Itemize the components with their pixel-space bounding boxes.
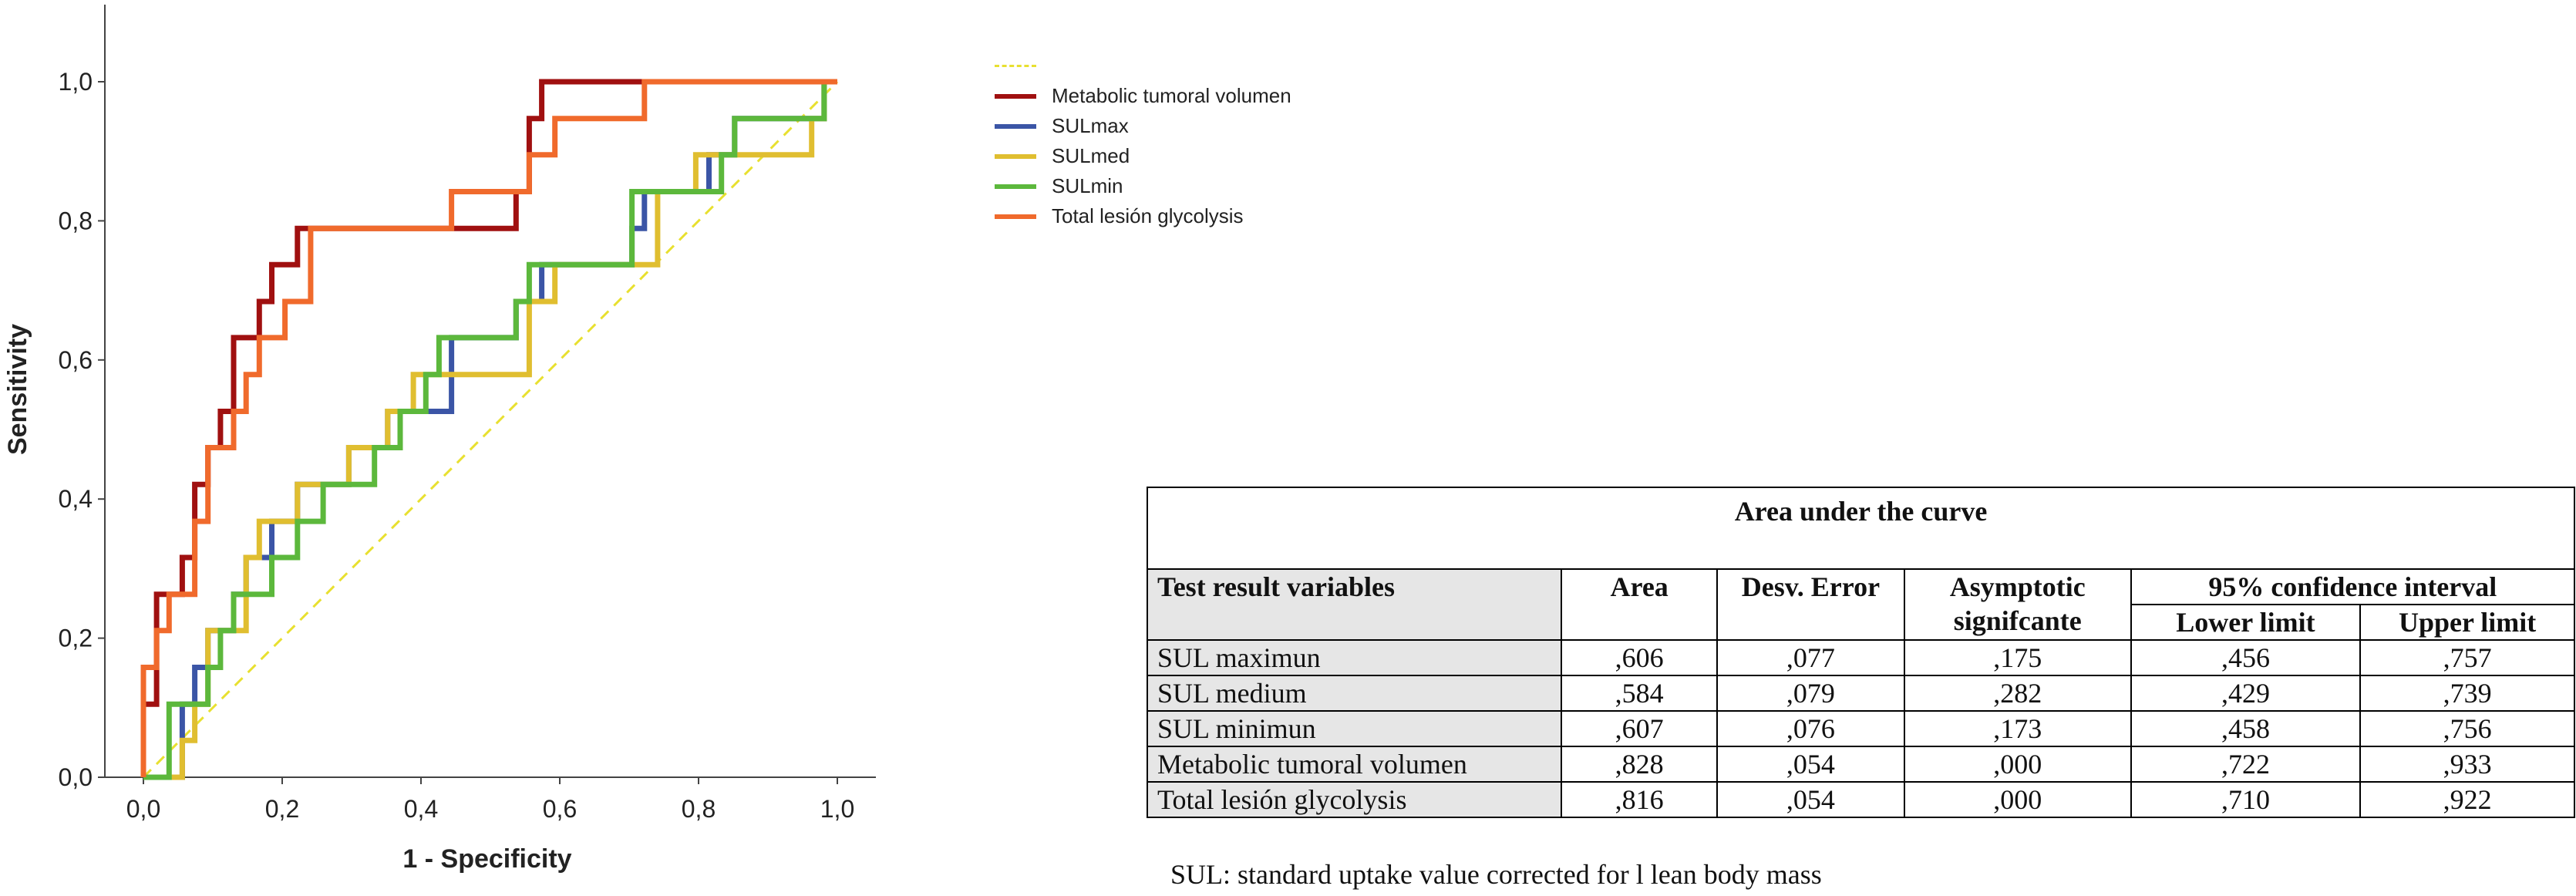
- legend-item-sulmed: [995, 141, 1291, 171]
- cell-area: ,606: [1561, 640, 1717, 675]
- legend-label-mtv: Metabolic tumoral volumen: [1052, 84, 1291, 107]
- x-axis-label: 1 - Specificity: [402, 844, 572, 874]
- cell-area: ,828: [1561, 746, 1717, 782]
- legend-label-tlg: Total lesión glycolysis: [1052, 204, 1244, 227]
- legend-swatch-sulmax: [995, 124, 1036, 129]
- cell-sig: ,000: [1904, 782, 2131, 817]
- chart-legend: [995, 51, 1291, 231]
- row-label: Total lesión glycolysis: [1147, 782, 1561, 817]
- x-tick-label: 0,0: [126, 795, 161, 823]
- table-header-row: [1147, 569, 2574, 605]
- table-caption: Area under the curve: [1147, 487, 2574, 569]
- y-tick-label: 0,2: [58, 624, 93, 652]
- cell-lower: ,710: [2131, 782, 2361, 817]
- header-variable: Test result variables: [1147, 569, 1561, 640]
- cell-lower: ,458: [2131, 711, 2361, 746]
- header-error: Desv. Error: [1717, 569, 1904, 640]
- header-lower: Lower limit: [2131, 605, 2361, 640]
- table-row: [1147, 782, 2574, 817]
- legend-label-sulmax: SULmax: [1052, 114, 1129, 137]
- cell-lower: ,429: [2131, 675, 2361, 711]
- cell-upper: ,933: [2360, 746, 2574, 782]
- cell-error: ,077: [1717, 640, 1904, 675]
- cell-area: ,607: [1561, 711, 1717, 746]
- legend-item-sulmin: [995, 171, 1291, 201]
- header-area: Area: [1561, 569, 1717, 640]
- table-caption-row: [1147, 487, 2574, 569]
- cell-lower: ,722: [2131, 746, 2361, 782]
- x-tick-label: 0,4: [403, 795, 439, 823]
- row-label: SUL medium: [1147, 675, 1561, 711]
- legend-swatch-mtv: [995, 94, 1036, 99]
- legend-swatch-sulmin: [995, 184, 1036, 189]
- x-tick-label: 0,6: [542, 795, 577, 823]
- cell-upper: ,922: [2360, 782, 2574, 817]
- y-tick-label: 0,6: [58, 345, 93, 374]
- series-lines: [143, 82, 837, 777]
- x-tick-label: 1,0: [820, 795, 855, 823]
- table-row: [1147, 675, 2574, 711]
- y-axis-label: Sensitivity: [3, 323, 32, 456]
- table-row: [1147, 640, 2574, 675]
- roc-chart: [0, 0, 956, 896]
- legend-item-mtv: [995, 81, 1291, 111]
- y-tick-label: 0,4: [58, 485, 93, 514]
- cell-error: ,076: [1717, 711, 1904, 746]
- legend-swatch-reference: [995, 65, 1036, 67]
- table-footnote: SUL: standard uptake value corrected for l lean body mass: [1170, 859, 1822, 890]
- legend-item-reference: [995, 51, 1291, 81]
- cell-area: ,584: [1561, 675, 1717, 711]
- row-label: SUL minimun: [1147, 711, 1561, 746]
- auc-table: [1147, 487, 2575, 818]
- cell-sig: ,282: [1904, 675, 2131, 711]
- header-ci: 95% confidence interval: [2131, 569, 2574, 605]
- legend-item-sulmax: [995, 111, 1291, 141]
- cell-lower: ,456: [2131, 640, 2361, 675]
- cell-sig: ,000: [1904, 746, 2131, 782]
- cell-error: ,079: [1717, 675, 1904, 711]
- cell-upper: ,756: [2360, 711, 2574, 746]
- legend-swatch-tlg: [995, 214, 1036, 219]
- y-tick-label: 1,0: [58, 68, 93, 96]
- cell-area: ,816: [1561, 782, 1717, 817]
- row-label: SUL maximun: [1147, 640, 1561, 675]
- x-ticks: [126, 777, 854, 823]
- x-tick-label: 0,2: [264, 795, 300, 823]
- cell-sig: ,173: [1904, 711, 2131, 746]
- header-upper: Upper limit: [2360, 605, 2574, 640]
- cell-error: ,054: [1717, 782, 1904, 817]
- table-row: [1147, 711, 2574, 746]
- table-row: [1147, 746, 2574, 782]
- row-label: Metabolic tumoral volumen: [1147, 746, 1561, 782]
- y-tick-label: 0,8: [58, 207, 93, 235]
- series-reference-line: [143, 82, 837, 777]
- y-ticks: [59, 68, 105, 791]
- cell-upper: ,739: [2360, 675, 2574, 711]
- legend-swatch-sulmed: [995, 154, 1036, 159]
- x-tick-label: 0,8: [681, 795, 716, 823]
- cell-upper: ,757: [2360, 640, 2574, 675]
- cell-sig: ,175: [1904, 640, 2131, 675]
- y-tick-label: 0,0: [58, 763, 93, 791]
- cell-error: ,054: [1717, 746, 1904, 782]
- legend-label-sulmed: SULmed: [1052, 144, 1130, 167]
- legend-item-tlg: [995, 201, 1291, 231]
- legend-label-sulmin: SULmin: [1052, 174, 1123, 197]
- header-significance: Asymptotic signifcante: [1904, 569, 2131, 640]
